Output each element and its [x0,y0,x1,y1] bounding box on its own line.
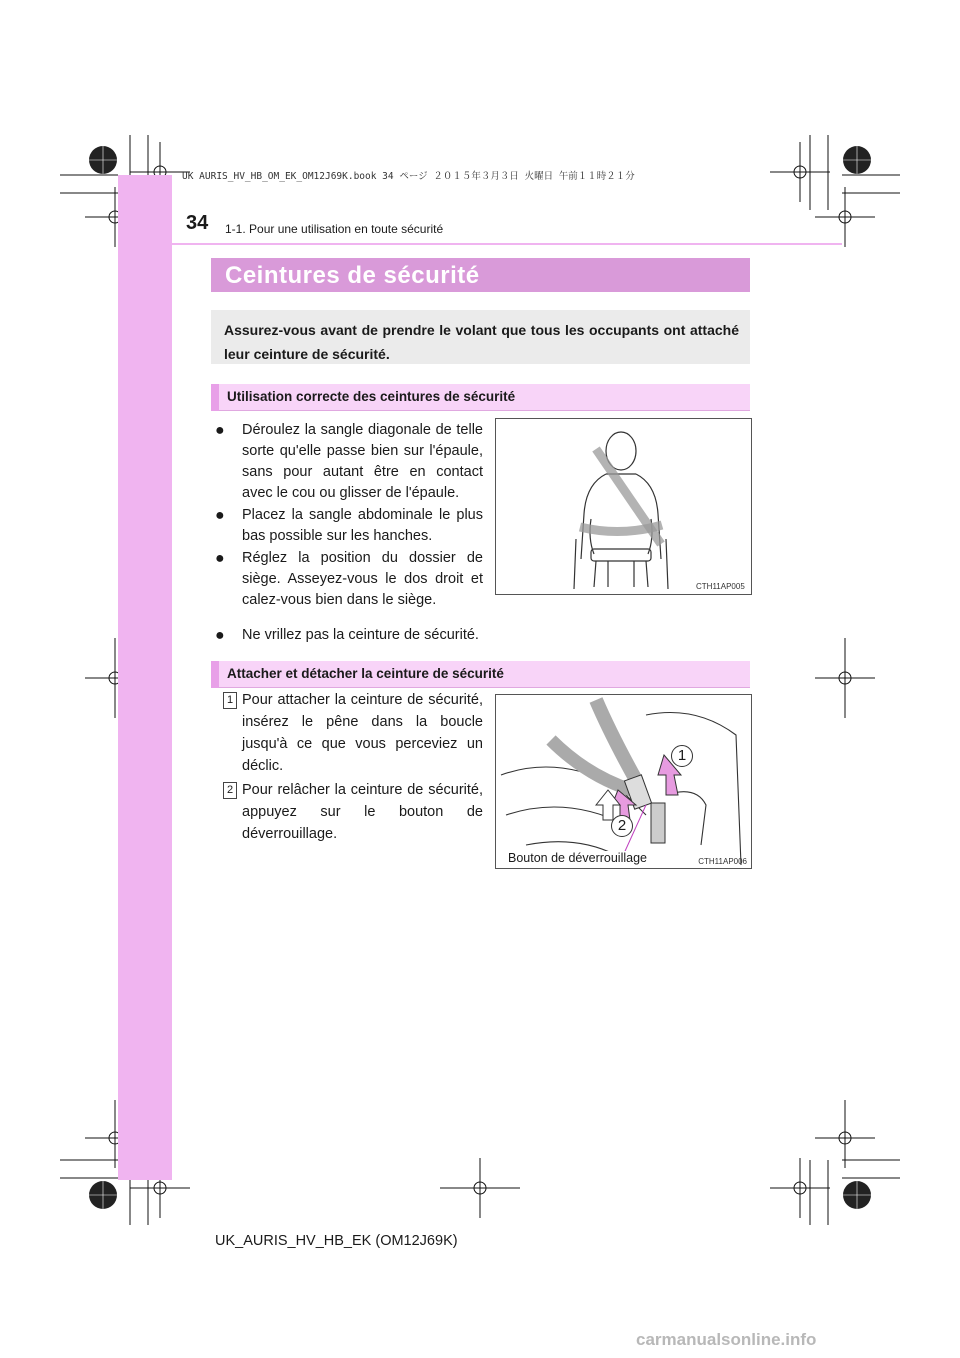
subheading-text: Attacher et détacher la ceinture de sécurité [227,666,504,681]
main-title-bar [211,258,750,292]
seatbelt-posture-figure [495,418,752,595]
step-item: 2 Pour relâcher la ceinture de sécurité, appuyez sur le bouton de déverrouillage. [215,779,483,845]
section-header: 1-1. Pour une utilisation en toute sécurité [225,222,444,236]
bullet-icon: ● [215,627,225,644]
seated-person-illustration [496,419,751,594]
figure-code: CTH11AP005 [696,582,745,591]
figure-code: CTH11AP006 [698,857,747,866]
header-rule [118,243,842,245]
subheading-correct-use [211,384,750,411]
page-number: 34 [186,212,209,234]
buckle-illustration [496,695,751,868]
intro-box [211,310,750,364]
subheading-fasten [211,661,750,688]
list-item: ● Réglez la position du dossier de siège. Asseyez-vous le dos droit et calez-vous bien dans le siège. [215,550,483,608]
subheading-text: Utilisation correcte des ceintures de sécurité [227,389,516,404]
step-number: 2 [223,782,237,799]
bullet-icon: ● [215,507,225,524]
buckle-figure [495,694,752,869]
list-item: ● Placez la sangle abdominale le plus bas possible sur les hanches. [215,507,483,544]
list-item: ● Déroulez la sangle diagonale de telle sorte qu'elle passe bien sur l'épaule, sans pour autant être en contact avec le cou ou glisser de l'épaule. [215,422,483,501]
callout-2: 2 [611,815,633,837]
bullet-list [215,420,483,612]
book-info: UK AURIS_HV_HB_OM_EK_OM12J69K.book 34 ページ ２０１５年３月３日 火曜日 午前１１時２１分 [182,171,635,182]
list-item: ● Ne vrillez pas la ceinture de sécurité. [215,627,479,644]
intro-text: Assurez-vous avant de prendre le volant que tous les occupants ont attaché leur ceinture de sécurité. [224,322,739,362]
step-number: 1 [223,692,237,709]
steps-list [215,689,483,847]
side-tab-bar [118,175,172,1180]
step-item: 1 Pour attacher la ceinture de sécurité, insérez le pêne dans la boucle jusqu'à ce que vous perceviez un déclic. [215,689,483,777]
main-title: Ceintures de sécurité [225,262,480,289]
bullet-icon: ● [215,422,225,439]
release-button-label: Bouton de déverrouillage [508,851,647,865]
callout-1: 1 [671,745,693,767]
footer-code: UK_AURIS_HV_HB_EK (OM12J69K) [215,1233,458,1249]
watermark: carmanualsonline.info [636,1330,817,1349]
bullet-icon: ● [215,550,225,567]
